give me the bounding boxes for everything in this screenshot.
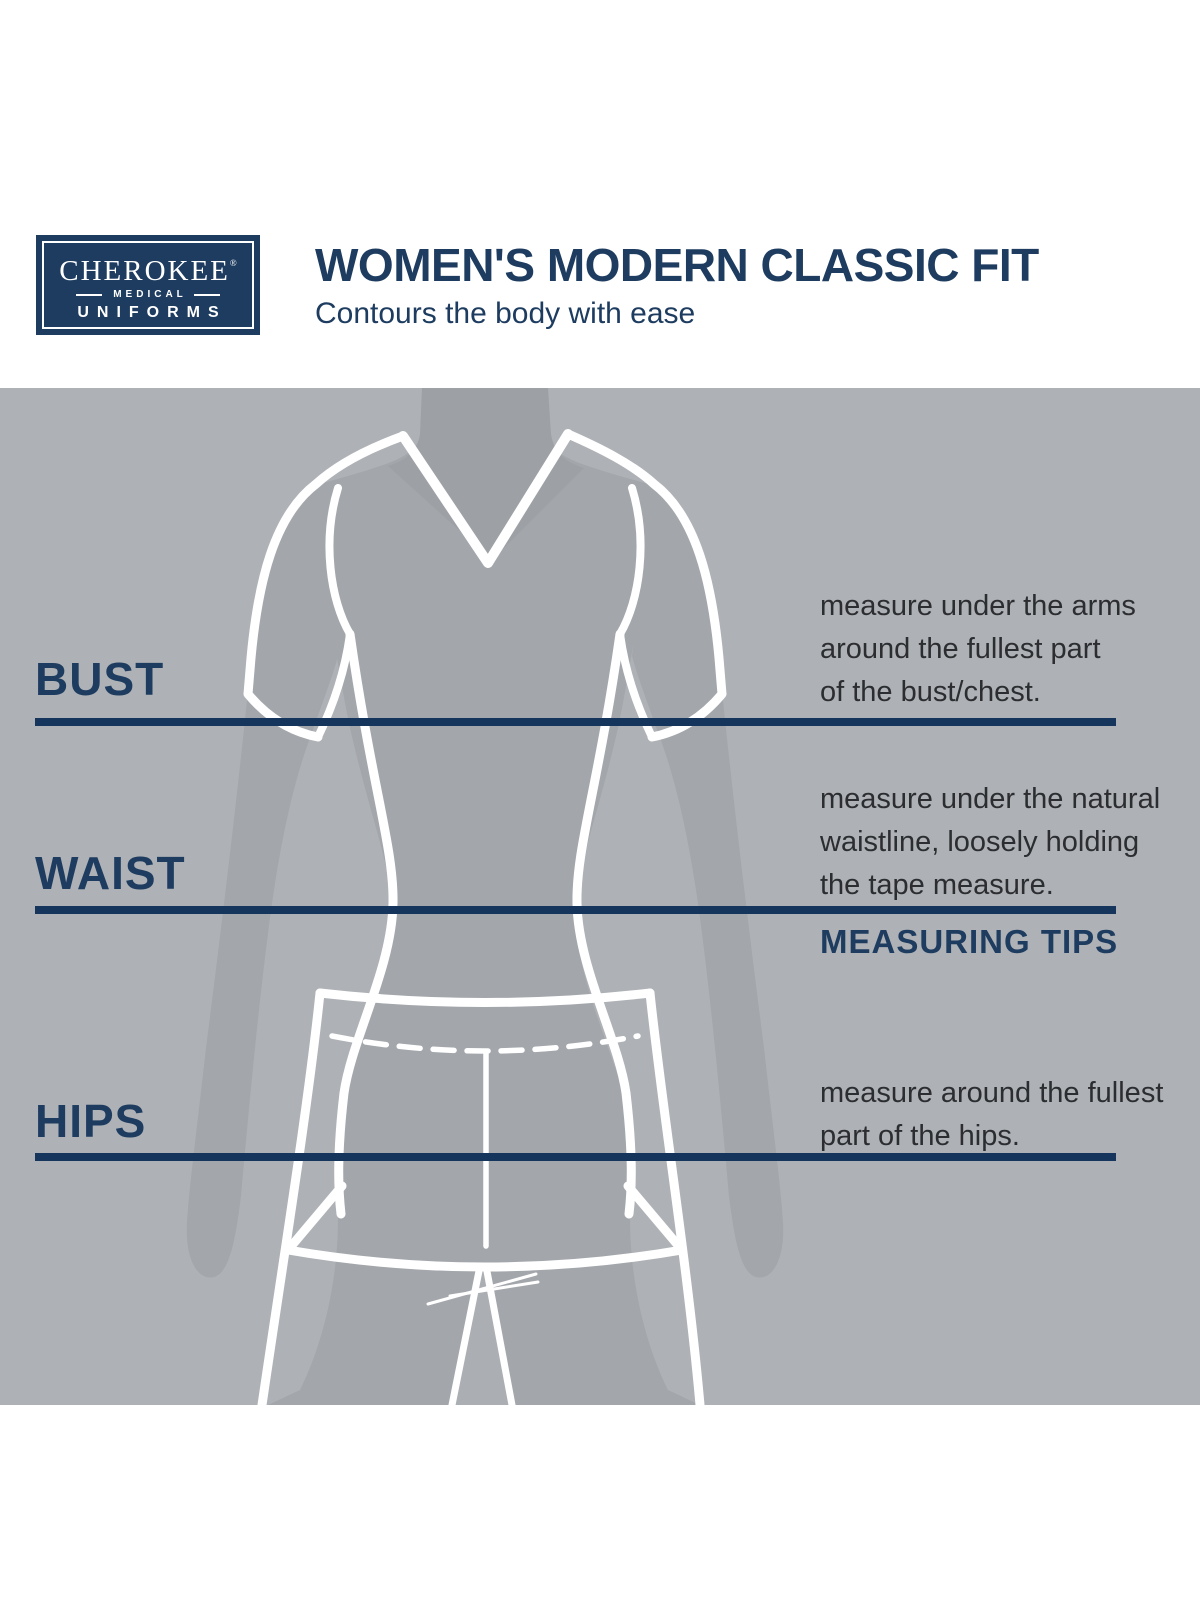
bust-label: BUST	[35, 653, 165, 705]
bust-tip-text	[820, 585, 1136, 714]
bust-tip-line: around the fullest part	[820, 633, 1101, 665]
waist-measure-line	[35, 906, 1116, 914]
brand-division: MEDICAL	[113, 289, 187, 300]
pants-right-seam	[650, 993, 700, 1405]
hips-tip-line: measure around the fullest	[820, 1077, 1164, 1109]
measuring-tips-heading: MEASURING TIPS	[820, 923, 1119, 960]
medical-dash-right	[194, 294, 220, 296]
measuring-diagram-panel	[0, 388, 1200, 1405]
brand-name-text: CHEROKEE	[59, 255, 230, 287]
waist-tip-line: the tape measure.	[820, 869, 1054, 901]
brand-name	[59, 248, 237, 286]
hips-label: HIPS	[35, 1095, 147, 1147]
page-subtitle: Contours the body with ease	[315, 297, 696, 330]
brand-logo-frame	[42, 241, 254, 329]
waist-tip-line: measure under the natural	[820, 783, 1161, 815]
bust-tip-line: of the bust/chest.	[820, 676, 1041, 708]
waist-tip-line: waistline, loosely holding	[820, 826, 1140, 858]
bust-measure-line	[35, 718, 1116, 726]
waist-tip-text	[820, 778, 1160, 907]
brand-division-row	[76, 289, 220, 300]
brand-product-line: UNIFORMS	[77, 304, 227, 321]
hips-tip-text	[820, 1072, 1163, 1158]
pants-left-seam	[262, 993, 320, 1405]
bust-tip-line: measure under the arms	[820, 590, 1136, 622]
brand-logo	[36, 235, 260, 335]
page-title: WOMEN'S MODERN CLASSIC FIT	[315, 239, 1039, 291]
hips-measure-line	[35, 1153, 1116, 1161]
waist-label: WAIST	[35, 847, 186, 899]
hips-tip-line: part of the hips.	[820, 1120, 1020, 1152]
registered-mark: ®	[229, 258, 237, 268]
medical-dash-left	[76, 294, 102, 296]
header	[0, 0, 1200, 388]
